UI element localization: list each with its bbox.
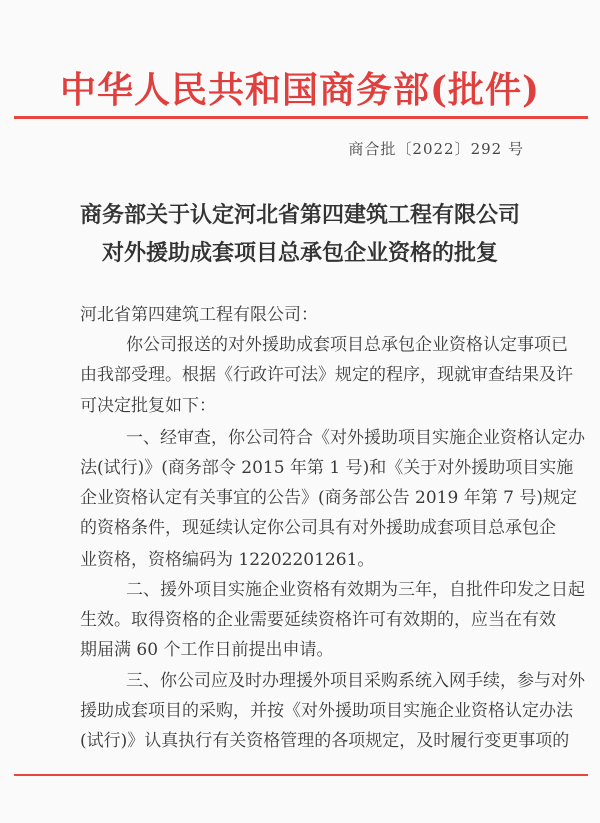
footer-red-rule bbox=[14, 774, 588, 776]
body-line: 法(试行)》(商务部令 2015 年第 1 号)和《关于对外援助项目实施 bbox=[80, 458, 574, 478]
body-line: 一、经审查，你公司符合《对外援助项目实施企业资格认定办 bbox=[126, 428, 585, 448]
body-line: 由我部受理。根据《行政许可法》规定的程序，现就审查结果及许 bbox=[80, 365, 573, 385]
body-line: 援助成套项目的采购，并按《对外援助项目实施企业资格认定办法 bbox=[80, 701, 573, 721]
body-line: 企业资格认定有关事宜的公告》(商务部公告 2019 年第 7 号)规定 bbox=[80, 488, 577, 508]
body-line: 二、援外项目实施企业资格有效期为三年，自批件印发之日起 bbox=[126, 580, 585, 600]
document-number: 商合批〔2022〕292 号 bbox=[348, 140, 524, 158]
header-red-rule bbox=[14, 116, 588, 119]
body-line: 的资格条件，现延续认定你公司具有对外援助成套项目总承包企 bbox=[80, 518, 556, 538]
body-line: 你公司报送的对外援助成套项目总承包企业资格认定事项已 bbox=[126, 335, 568, 355]
body-line: (试行)》认真执行有关资格管理的各项规定，及时履行变更事项的 bbox=[80, 731, 570, 751]
salutation: 河北省第四建筑工程有限公司： bbox=[80, 305, 318, 325]
letterhead-title: 中华人民共和国商务部(批件) bbox=[59, 69, 541, 111]
body-line: 期届满 60 个工作日前提出申请。 bbox=[80, 640, 334, 660]
body-line: 可决定批复如下： bbox=[80, 396, 216, 416]
document-title-line-1: 商务部关于认定河北省第四建筑工程有限公司 bbox=[79, 202, 520, 228]
document-title-line-2: 对外援助成套项目总承包企业资格的批复 bbox=[101, 240, 498, 266]
body-line: 生效。取得资格的企业需要延续资格许可有效期的，应当在有效 bbox=[80, 610, 556, 630]
body-line: 三、你公司应及时办理援外项目采购系统入网手续，参与对外 bbox=[126, 671, 585, 691]
body-line: 业资格，资格编码为 12202201261。 bbox=[80, 550, 375, 570]
